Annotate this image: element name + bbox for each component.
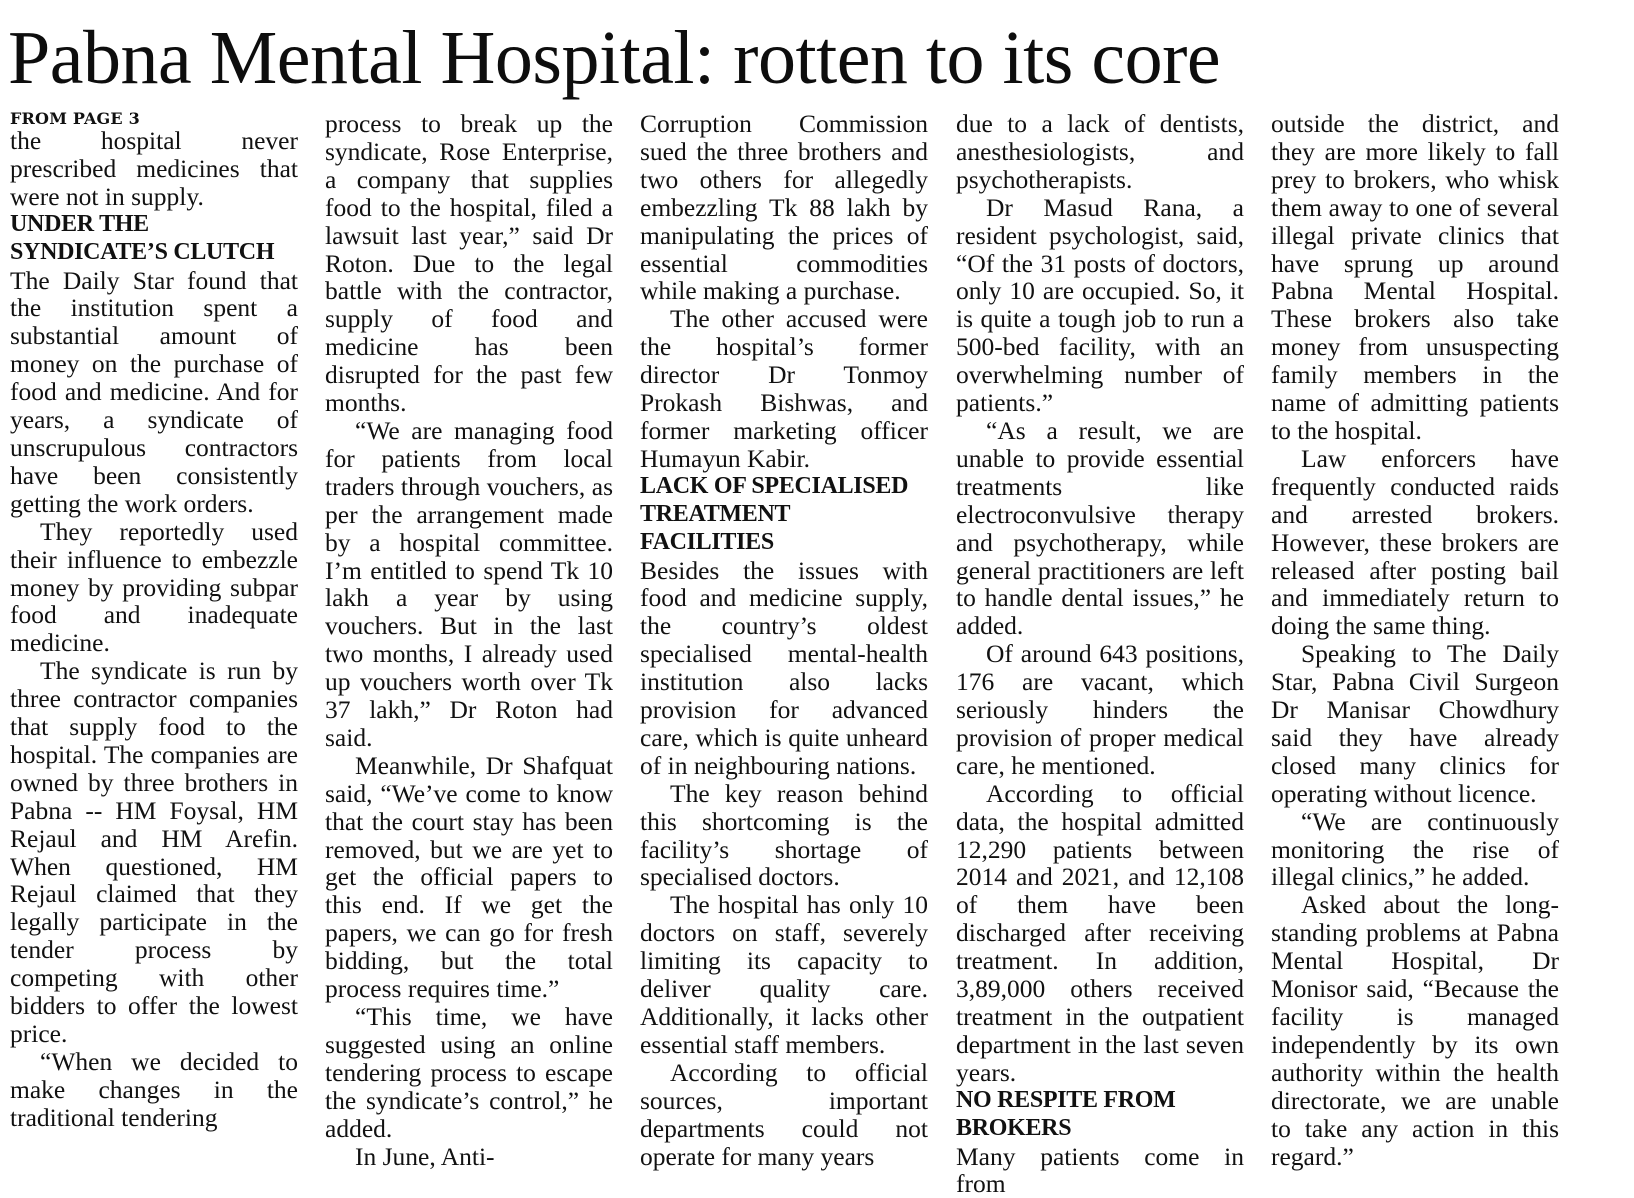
- section-subhead: LACK OF SPECIALISED TREATMENT FACILITIES: [640, 472, 909, 555]
- article-paragraph: the hospital never prescribed medicines that were not in supply.: [10, 126, 298, 211]
- article-paragraph: The Daily Star found that the institution spent a substantial amount of money on the purchase of food and medicine. And for years, a syndicate of unscrupulous contractors have been consistently getting the work orders.: [10, 265, 298, 518]
- article-paragraph: process to break up the syndicate, Rose Enterprise, a company that supplies food to the hospital, filed a lawsuit last year,” said Dr Roton. Due to the legal battle with the contractor, supply of food and medicine has been disrupted for the past few months.: [325, 109, 613, 418]
- article-paragraph: They reportedly used their influence to embezzle money by providing subpar food and inadequate medicine.: [10, 516, 298, 658]
- article-paragraph: due to a lack of dentists, anesthesiologists, and psychotherapists.: [956, 109, 1244, 194]
- article-paragraph: “When we decided to make changes in the traditional tendering: [10, 1046, 298, 1132]
- article-paragraph: Corruption Commission sued the three brothers and two others for allegedly embezzling Tk 88 lakh by manipulating the prices of essential commodities while making a purchase.: [640, 109, 928, 306]
- article-paragraph: Speaking to The Daily Star, Pabna Civil Surgeon Dr Manisar Chowdhury said they have already closed many clinics for operating without licence.: [1271, 639, 1559, 808]
- article-paragraph: “We are managing food for patients from local traders through vouchers, as per the arrangement made by a hospital committee. I’m entitled to spend Tk 10 lakh a year by using vouchers. But in the last two months, I already used up vouchers worth over Tk 37 lakh,” Dr Roton had said.: [325, 415, 613, 752]
- article-paragraph: Meanwhile, Dr Shafquat said, “We’ve come to know that the court stay has been removed, but we are yet to get the official papers to this end. If we get the papers, we can go for fresh bidding, but the total process requires time.”: [325, 750, 613, 1004]
- article-paragraph: “This time, we have suggested using an online tendering process to escape the syndicate’s control,” he added.: [325, 1002, 613, 1143]
- article-paragraph: Dr Masud Rana, a resident psychologist, said, “Of the 31 posts of doctors, only 10 are occupied. So, it is quite a tough job to run a 500-bed facility, with an overwhelming number of patients.”: [956, 192, 1244, 418]
- article-paragraph: According to official sources, important departments could not operate for many years: [640, 1057, 928, 1171]
- article-paragraph: Law enforcers have frequently conducted raids and arrested brokers. However, these brokers are released after posting bail and immediately return to doing the same thing.: [1271, 443, 1559, 641]
- article-paragraph: outside the district, and they are more likely to fall prey to brokers, who whisk them away to one of several illegal private clinics that have sprung up around Pabna Mental Hospital. These brokers also take money from unsuspecting family members in the name of admitting patients to the hospital.: [1271, 109, 1559, 445]
- article-paragraph: Asked about the long-standing problems at Pabna Mental Hospital, Dr Monisor said, “Because the facility is managed independently by its own authority within the health directorate, we are unable to take any action in this regard.”: [1271, 890, 1559, 1171]
- section-subhead: UNDER THE SYNDICATE’S CLUTCH: [10, 210, 275, 265]
- article-paragraph: Many patients come in from: [956, 1141, 1244, 1198]
- article-paragraph: The key reason behind this shortcoming is the facility’s shortage of specialised doctors.: [640, 778, 928, 892]
- article-paragraph: “We are continuously monitoring the rise of illegal clinics,” he added.: [1271, 806, 1559, 892]
- article-paragraph: Besides the issues with food and medicine supply, the country’s oldest specialised mental-health institution also lacks provision for advanced care, which is quite unheard of in neighbouring nations.: [640, 555, 928, 780]
- article-paragraph: The syndicate is run by three contractor companies that supply food to the hospital. The companies are owned by three brothers in Pabna -- HM Foysal, HM Rejaul and HM Arefin. When questioned, HM Rejaul claimed that they legally participate in the tender process by competing with other bidders to offer the lowest price.: [10, 656, 298, 1048]
- article-paragraph: Of around 643 positions, 176 are vacant, which seriously hinders the provision of proper medical care, he mentioned.: [956, 639, 1244, 780]
- article-paragraph: In June, Anti-: [355, 1141, 495, 1171]
- headline: Pabna Mental Hospital: rotten to its core: [8, 16, 1221, 100]
- jump-line: FROM PAGE 3: [10, 109, 140, 128]
- article-column-2: [325, 109, 613, 1171]
- section-subhead: NO RESPITE FROM BROKERS: [956, 1086, 1176, 1141]
- article-paragraph: The other accused were the hospital’s former director Dr Tonmoy Prokash Bishwas, and former marketing officer Humayun Kabir.: [640, 304, 928, 473]
- article-paragraph: “As a result, we are unable to provide essential treatments like electroconvulsive therapy and psychotherapy, while general practitioners are left to handle dental issues,” he added.: [956, 415, 1244, 641]
- article-column-3: [640, 109, 928, 1171]
- article-paragraph: The hospital has only 10 doctors on staff, severely limiting its capacity to deliver quality care. Additionally, it lacks other essential staff members.: [640, 890, 928, 1059]
- article-column-5: [1271, 109, 1559, 1171]
- article-paragraph: According to official data, the hospital admitted 12,290 patients between 2014 and 2021, and 12,108 of them have been discharged after receiving treatment. In addition, 3,89,000 others received treatment in the outpatient department in the last seven years.: [956, 778, 1244, 1087]
- article-column-1: [10, 110, 298, 1150]
- article-column-4: [956, 109, 1244, 1198]
